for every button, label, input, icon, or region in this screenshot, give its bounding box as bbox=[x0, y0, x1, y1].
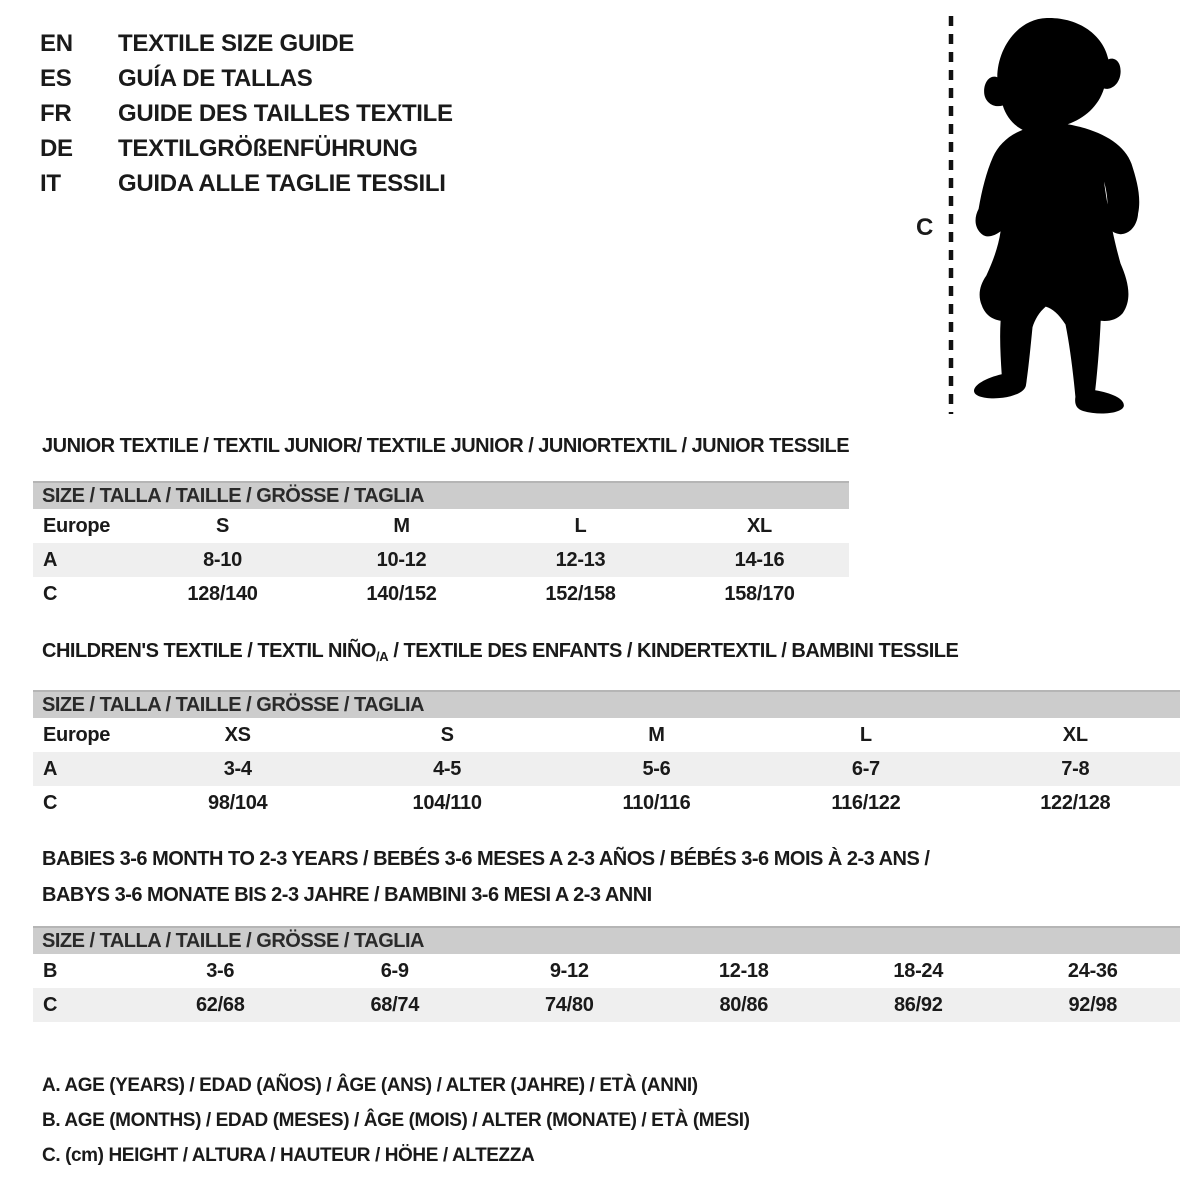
table-cell: 74/80 bbox=[544, 993, 594, 1016]
language-code: ES bbox=[40, 65, 72, 92]
measurement-legend bbox=[42, 1068, 750, 1173]
table-cell: 140/152 bbox=[366, 582, 437, 605]
table-cell: 116/122 bbox=[831, 791, 901, 814]
table-cell: 92/98 bbox=[1068, 993, 1118, 1016]
table-cell: 122/128 bbox=[1040, 791, 1111, 814]
table-cell: 10-12 bbox=[376, 548, 427, 571]
table-cell: 6-9 bbox=[380, 959, 409, 982]
children-heading-pre: CHILDREN'S TEXTILE / TEXTIL NIÑO bbox=[42, 640, 376, 662]
table-cell: 7-8 bbox=[1061, 757, 1090, 780]
table-row bbox=[33, 786, 1180, 820]
size-header-bar: SIZE / TALLA / TAILLE / GRÖSSE / TAGLIA bbox=[33, 481, 849, 509]
table-row bbox=[33, 988, 1180, 1022]
table-cell: 14-16 bbox=[734, 548, 785, 571]
language-title: TEXTILGRÖßENFÜHRUNG bbox=[118, 135, 418, 162]
table-cell: 104/110 bbox=[412, 791, 482, 814]
row-label: Europe bbox=[43, 514, 111, 537]
language-title-list bbox=[40, 26, 453, 201]
table-cell: 152/158 bbox=[545, 582, 616, 605]
table-cell: 5-6 bbox=[642, 757, 671, 780]
legend-line-c: C. (cm) HEIGHT / ALTURA / HAUTEUR / HÖHE / ALTEZZA bbox=[42, 1145, 535, 1166]
babies-section-heading-line1: BABIES 3-6 MONTH TO 2-3 YEARS / BEBÉS 3-6 MESES A 2-3 AÑOS / BÉBÉS 3-6 MOIS À 2-3 ANS / bbox=[42, 848, 930, 870]
babies-section-heading-line2: BABYS 3-6 MONATE BIS 2-3 JAHRE / BAMBINI 3-6 MESI A 2-3 ANNI bbox=[42, 884, 652, 906]
junior-section-heading: JUNIOR TEXTILE / TEXTIL JUNIOR/ TEXTILE JUNIOR / JUNIORTEXTIL / JUNIOR TESSILE bbox=[42, 435, 850, 457]
table-row bbox=[33, 543, 849, 577]
language-code: FR bbox=[40, 100, 72, 127]
table-cell: 8-10 bbox=[203, 548, 242, 571]
table-cell: M bbox=[393, 514, 410, 537]
table-cell: 62/68 bbox=[195, 993, 245, 1016]
language-row bbox=[40, 26, 453, 61]
language-code: EN bbox=[40, 30, 73, 57]
table-row bbox=[33, 509, 849, 543]
row-label: C bbox=[43, 791, 58, 814]
table-cell: M bbox=[648, 723, 665, 746]
babies-size-table bbox=[33, 926, 1180, 1022]
size-header-bar: SIZE / TALLA / TAILLE / GRÖSSE / TAGLIA bbox=[33, 690, 1180, 718]
height-measure-label: C bbox=[916, 214, 934, 241]
table-cell: 98/104 bbox=[208, 791, 268, 814]
row-label: C bbox=[43, 993, 58, 1016]
table-cell: 3-6 bbox=[206, 959, 235, 982]
table-cell: 68/74 bbox=[370, 993, 420, 1016]
table-cell: 128/140 bbox=[187, 582, 258, 605]
legend-line-a: A. AGE (YEARS) / EDAD (AÑOS) / ÂGE (ANS) / ALTER (JAHRE) / ETÀ (ANNI) bbox=[42, 1075, 698, 1096]
table-cell: XS bbox=[224, 723, 251, 746]
table-cell: 12-18 bbox=[718, 959, 769, 982]
table-cell: 18-24 bbox=[893, 959, 944, 982]
table-cell: 86/92 bbox=[893, 993, 943, 1016]
table-cell: XL bbox=[747, 514, 772, 537]
toddler-silhouette-icon bbox=[974, 18, 1139, 414]
table-cell: 12-13 bbox=[555, 548, 606, 571]
language-row bbox=[40, 61, 453, 96]
table-cell: L bbox=[574, 514, 587, 537]
table-cell: S bbox=[215, 514, 230, 537]
language-code: IT bbox=[40, 170, 61, 197]
language-row bbox=[40, 131, 453, 166]
table-cell: S bbox=[440, 723, 454, 746]
table-row bbox=[33, 752, 1180, 786]
table-cell: 6-7 bbox=[851, 757, 880, 780]
table-cell: 4-5 bbox=[433, 757, 462, 780]
row-label: A bbox=[43, 757, 58, 780]
table-cell: 9-12 bbox=[549, 959, 589, 982]
language-title: GUÍA DE TALLAS bbox=[118, 65, 313, 92]
children-size-table bbox=[33, 690, 1180, 820]
children-heading-post: / TEXTILE DES ENFANTS / KINDERTEXTIL / BAMBINI TESSILE bbox=[388, 640, 959, 662]
size-header-bar: SIZE / TALLA / TAILLE / GRÖSSE / TAGLIA bbox=[33, 926, 1180, 954]
row-label: C bbox=[43, 582, 58, 605]
table-row bbox=[33, 718, 1180, 752]
row-label: Europe bbox=[43, 723, 111, 746]
table-row bbox=[33, 954, 1180, 988]
table-cell: XL bbox=[1062, 723, 1088, 746]
language-row bbox=[40, 96, 453, 131]
legend-line-b: B. AGE (MONTHS) / EDAD (MESES) / ÂGE (MOIS) / ALTER (MONATE) / ETÀ (MESI) bbox=[42, 1110, 750, 1131]
table-cell: 158/170 bbox=[724, 582, 795, 605]
language-row bbox=[40, 166, 453, 201]
junior-size-table bbox=[33, 481, 849, 611]
table-cell: L bbox=[859, 723, 872, 746]
row-label: B bbox=[43, 959, 58, 982]
table-cell: 110/116 bbox=[622, 791, 691, 814]
children-heading-sub: /A bbox=[375, 649, 389, 664]
table-cell: 80/86 bbox=[719, 993, 769, 1016]
row-label: A bbox=[43, 548, 58, 571]
language-title: GUIDE DES TAILLES TEXTILE bbox=[118, 100, 453, 127]
children-section-heading bbox=[42, 640, 958, 663]
table-cell: 24-36 bbox=[1067, 959, 1118, 982]
table-row bbox=[33, 577, 849, 611]
table-cell: 3-4 bbox=[223, 757, 252, 780]
language-title: GUIDA ALLE TAGLIE TESSILI bbox=[118, 170, 446, 197]
language-title: TEXTILE SIZE GUIDE bbox=[118, 30, 354, 57]
language-code: DE bbox=[40, 135, 73, 162]
